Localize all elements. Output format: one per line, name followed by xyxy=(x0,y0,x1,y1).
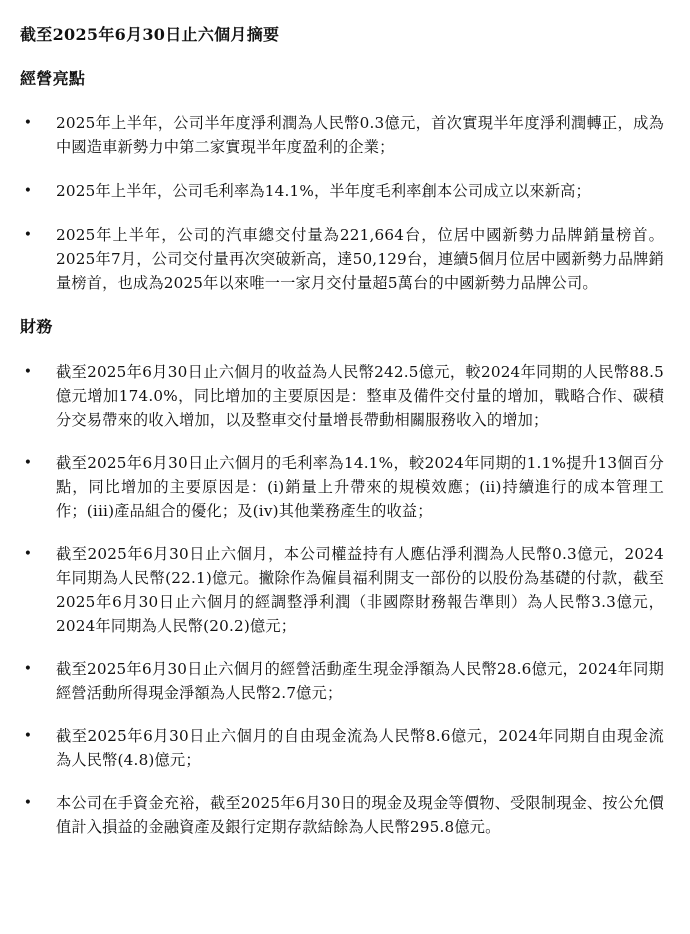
document-title: 截至2025年6月30日止六個月摘要 xyxy=(20,25,280,44)
list-item xyxy=(20,179,664,203)
section-heading-financials: 財務 xyxy=(20,317,53,336)
list-item-text: 截至2025年6月30日止六個月的經營活動產生現金淨額為人民幣28.6億元，2024年同期經營活動所得現金淨額為人民幣2.7億元； xyxy=(56,660,664,702)
bullet-icon: • xyxy=(23,546,33,562)
list-item-text: 截至2025年6月30日止六個月的毛利率為14.1%，較2024年同期的1.1%提升13個百分點，同比增加的主要原因是：(i)銷量上升帶來的規模效應；(ii)持續進行的成本管理工作；(iii)產品組合的優化；及(iv)其他業務產生的收益； xyxy=(56,454,664,520)
list-item xyxy=(20,451,664,523)
list-item-text: 2025年上半年，公司毛利率為14.1%，半年度毛利率創本公司成立以來新高； xyxy=(56,182,591,200)
section-heading-operating-highlights: 經營亮點 xyxy=(20,69,86,88)
list-item-text: 截至2025年6月30日止六個月的收益為人民幣242.5億元，較2024年同期的人民幣88.5億元增加174.0%，同比增加的主要原因是：整車及備件交付量的增加，戰略合作、碳積分交易帶來的收入增加，以及整車交付量增長帶動相關服務收入的增加； xyxy=(56,363,664,429)
list-item-text: 本公司在手資金充裕，截至2025年6月30日的現金及現金等價物、受限制現金、按公允價值計入損益的金融資產及銀行定期存款結餘為人民幣295.8億元。 xyxy=(56,794,664,836)
bullet-icon: • xyxy=(23,795,33,811)
list-item-text: 截至2025年6月30日止六個月的自由現金流為人民幣8.6億元，2024年同期自由現金流為人民幣(4.8)億元； xyxy=(56,727,664,769)
financials-list xyxy=(20,360,664,839)
bullet-icon: • xyxy=(23,364,33,380)
list-item xyxy=(20,542,664,638)
bullet-icon: • xyxy=(23,227,33,243)
list-item xyxy=(20,657,664,705)
bullet-icon: • xyxy=(23,455,33,471)
bullet-icon: • xyxy=(23,115,33,131)
list-item xyxy=(20,223,664,295)
list-item xyxy=(20,111,664,159)
list-item xyxy=(20,360,664,432)
list-item xyxy=(20,791,664,839)
operating-highlights-list xyxy=(20,111,664,295)
bullet-icon: • xyxy=(23,661,33,677)
list-item-text: 2025年上半年，公司半年度淨利潤為人民幣0.3億元，首次實現半年度淨利潤轉正，成為中國造車新勢力中第二家實現半年度盈利的企業； xyxy=(56,114,664,156)
list-item-text: 2025年上半年，公司的汽車總交付量為221,664台，位居中國新勢力品牌銷量榜首。2025年7月，公司交付量再次突破新高，達50,129台，連續5個月位居中國新勢力品牌銷量榜首，也成為2025年以來唯一一家月交付量超5萬台的中國新勢力品牌公司。 xyxy=(56,226,664,292)
bullet-icon: • xyxy=(23,728,33,744)
bullet-icon: • xyxy=(23,183,33,199)
list-item-text: 截至2025年6月30日止六個月，本公司權益持有人應佔淨利潤為人民幣0.3億元，2024年同期為人民幣(22.1)億元。撇除作為僱員福利開支一部份的以股份為基礎的付款，截至2025年6月30日止六個月的經調整淨利潤（非國際財務報告準則）為人民幣3.3億元，2024年同期為人民幣(20.2)億元； xyxy=(56,545,664,635)
list-item xyxy=(20,724,664,772)
